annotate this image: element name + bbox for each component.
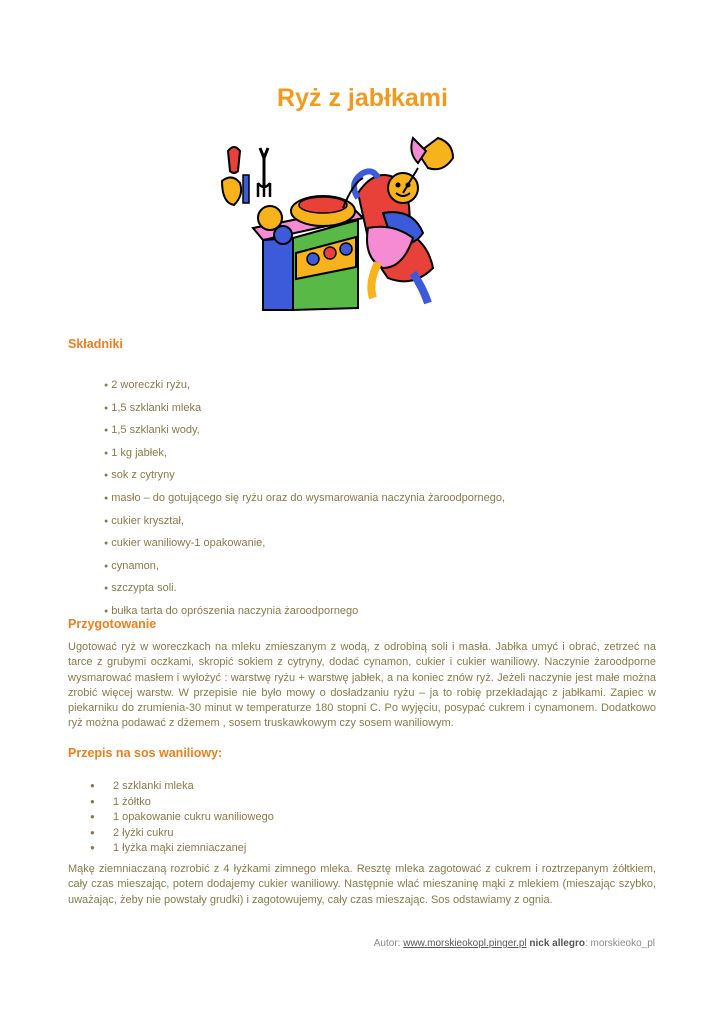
page-title: Ryż z jabłkami	[277, 84, 448, 112]
list-item: ● szczypta soli.	[104, 578, 505, 601]
list-item: ● 1 opakowanie cukru waniliowego	[90, 811, 274, 823]
list-item: ● 1 kg jabłek,	[104, 443, 505, 466]
sauce-text: Mąkę ziemniaczaną rozrobić z 4 łyżkami zimnego mleka. Resztę mleka zagotować z cukrem i roztrzepanym żółtkiem, cały czas mieszając, potem dodajemy cukier waniliowy. Następnie wlać mieszaninę mąki z mlekiem (mieszając szybko, uważając, żeby nie powstały grudki) i zagotowujemy, cały czas mieszając. Sos odstawiamy z ognia.	[68, 863, 656, 906]
ingredients-heading: Składniki	[68, 337, 123, 351]
cartoon-chef-cooking-icon	[218, 133, 468, 313]
list-item: ● 2 woreczki ryżu,	[104, 375, 505, 398]
list-item: ● 1,5 szklanki wody,	[104, 420, 505, 443]
list-item: ● bułka tarta do oprószenia naczynia żaroodpornego	[104, 601, 505, 624]
list-item: ● sok z cytryny	[104, 465, 505, 488]
list-item: ● 2 łyżki cukru	[90, 826, 174, 839]
list-item: ● masło – do gotującego się ryżu oraz do wysmarowania naczynia żaroodpornego,	[104, 488, 505, 511]
nick-label: nick allegro	[529, 938, 585, 949]
preparation-text: Ugotować ryż w woreczkach na mleku zmieszanym z wodą, z odrobiną soli i masła. Jabłka umyć i obrać, zetrzeć na tarce z grubymi oczkami, skropić sokiem z cytryny, dodać cynamon, cukier i cukier waniliowy. Naczynie żaroodporne wysmarować masłem i wyłożyć : warstwę ryżu + warstwę jabłek, a na koniec znów ryż. Jeżeli naczynie jest małe można zrobić więcej warstw. W przepisie nie było mowy o dosładzaniu ryżu – ja to robię przekładając z jabłkami. Zapiec w piekarniku do zrumienia-30 minut w temperaturze 180 stopni C. Po wyjęciu, posypać cukrem i cynamonem. Dodatkowo ryż można podawać z dżemem , sosem truskawkowym czy sosem waniliowym.	[68, 641, 656, 730]
list-item: ● 1 łyżka mąki ziemniaczanej	[90, 842, 247, 854]
list-item: ● 1,5 szklanki mleka	[104, 398, 505, 421]
list-item: ● 1 żółtko	[90, 795, 151, 808]
list-item: ● cynamon,	[104, 556, 505, 579]
sauce-ingredients-list	[90, 779, 274, 857]
ingredients-list	[104, 375, 505, 624]
sauce-heading: Przepis na sos waniliowy:	[68, 746, 223, 760]
author-label: Autor:	[373, 938, 401, 949]
list-item: ● cukier waniliowy-1 opakowanie,	[104, 533, 505, 556]
preparation-heading: Przygotowanie	[68, 617, 157, 631]
list-item: ● 2 szklanki mleka	[90, 780, 194, 792]
list-item: ● cukier kryształ,	[104, 511, 505, 534]
author-link[interactable]: www.morskieokopl.pinger.pl	[403, 938, 527, 949]
nick-value: : morskieoko_pl	[584, 938, 655, 949]
footer-author	[374, 938, 655, 949]
